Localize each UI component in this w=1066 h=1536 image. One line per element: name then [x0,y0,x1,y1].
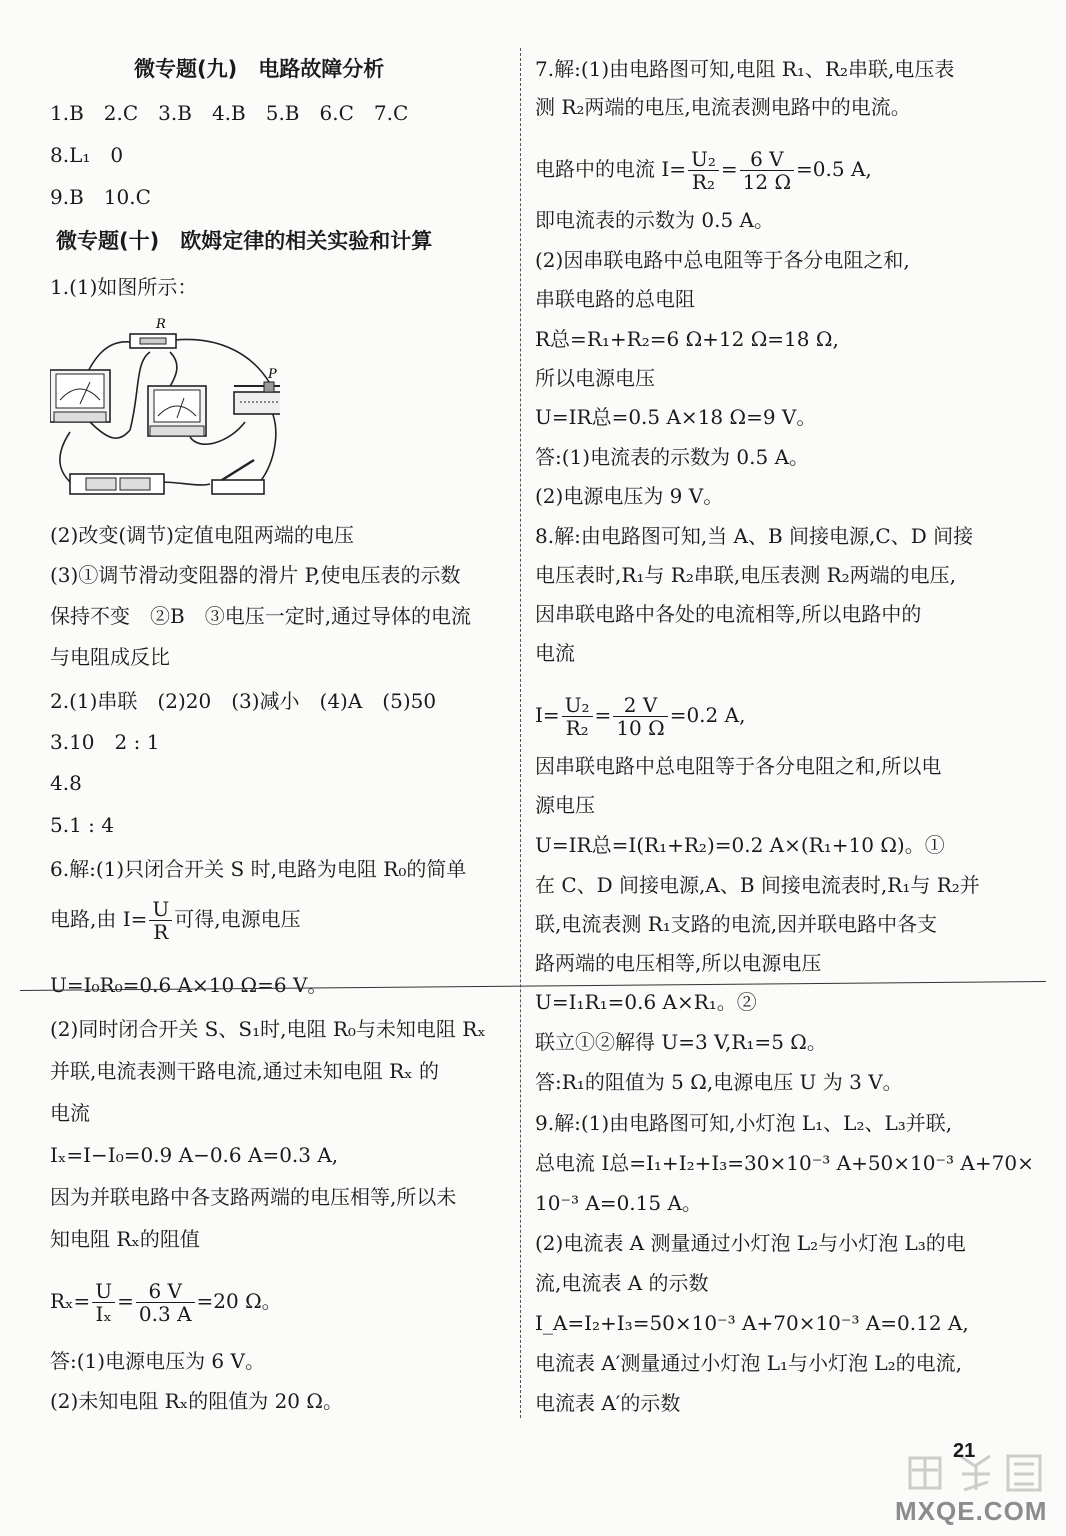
fraction-denominator: 10 Ω [616,716,665,740]
wire [175,340,272,387]
q6-reason-line2: 知电阻 Rₓ的阻值 [50,1227,200,1251]
q1-intro: 1.(1)如图所示： [50,275,198,299]
q9-line3: 10⁻³ A=0.15 A。 [535,1191,702,1215]
fraction-numerator: U [92,1280,115,1303]
battery-icon [70,474,164,494]
q7-current-formula [535,148,872,193]
fraction-values [613,694,667,739]
fraction-u-over-ix [92,1280,115,1325]
fraction-denominator: R [153,920,169,944]
q9-line7: 电流表 A′测量通过小灯泡 L₁与小灯泡 L₂的电流, [535,1351,963,1375]
q7-line9: U=IR总=0.5 A×18 Ω=9 V。 [535,405,817,429]
equals-sign: = [720,157,738,181]
q6-formula-suffix: 可得,电源电压 [174,907,301,931]
q8-current-formula [535,694,745,739]
fraction-denominator: 0.3 A [138,1302,192,1326]
q8-equation-1: U=IR总=I(R₁+R₂)=0.2 A×(R₁+10 Ω)。① [535,833,945,857]
q6-reason-line1: 因为并联电路中各支路两端的电压相等,所以未 [50,1185,457,1209]
q8-line6: 因串联电路中总电阻等于各分电阻之和,所以电 [535,754,942,778]
slider-label: P [268,367,277,382]
formula-result: =0.2 A, [669,703,746,727]
fraction-numerator: U₂ [562,694,593,717]
q9-line1: 9.解:(1)由电路图可知,小灯泡 L₁、L₂、L₃并联, [535,1111,953,1135]
rheostat-icon [234,367,280,414]
formula-prefix: 电路中的电流 I= [535,157,687,181]
fraction-values [136,1280,195,1325]
q6-resistance-formula [50,1280,282,1325]
q8-answer: 答:R₁的阻值为 5 Ω,电源电压 U 为 3 V。 [535,1070,903,1094]
q6-line1: 6.解:(1)只闭合开关 S 时,电路为电阻 R₀的简单 [50,857,467,881]
q5-answer: 5.1 : 4 [50,813,114,837]
switch-icon [212,460,264,494]
q7-line8: 所以电源电压 [535,366,655,390]
fraction-denominator: Iₓ [95,1302,112,1326]
fraction-denominator: R₂ [565,716,589,740]
q1-part3-line2: 保持不变 ②B ③电压一定时,通过导体的电流 [50,604,472,628]
fraction-numerator: 6 V [136,1280,195,1303]
section-title-10: 微专题(十) 欧姆定律的相关实验和计算 [56,229,433,253]
q8-solution: 联立①②解得 U=3 V,R₁=5 Ω。 [535,1030,827,1054]
q8-line9: 在 C、D 间接电源,A、B 间接电流表时,R₁与 R₂并 [535,873,980,897]
formula-result: =20 Ω。 [196,1289,282,1313]
q6-formula-prefix: 电路,由 I= [50,907,148,931]
q6-part2-line1: (2)同时闭合开关 S、S₁时,电阻 R₀与未知电阻 Rₓ [50,1017,486,1041]
q1-part3-line3: 与电阻成反比 [50,645,170,669]
q6-answer-1: 答:(1)电源电压为 6 V。 [50,1349,265,1373]
fraction-u2-over-r2 [562,694,593,739]
q9-line6: I_A=I₂+I₃=50×10⁻³ A+70×10⁻³ A=0.12 A, [535,1311,969,1335]
q7-line5: (2)因串联电路中总电阻等于各分电阻之和, [535,248,910,272]
answers-1-7: 1.B 2.C 3.B 4.B 5.B 6.C 7.C [50,101,409,125]
fraction-u-over-r [149,898,172,943]
fraction-numerator: U₂ [688,148,719,171]
fraction-numerator: U [149,898,172,921]
equals-sign: = [594,703,612,727]
q6-answer-2: (2)未知电阻 Rₓ的阻值为 20 Ω。 [50,1389,343,1413]
q7-line1: 7.解:(1)由电路图可知,电阻 R₁、R₂串联,电压表 [535,57,955,81]
q4-answer: 4.8 [50,771,82,795]
fraction-u2-over-r2 [688,148,719,193]
fraction-numerator: 2 V [613,694,667,717]
q8-line11: 路两端的电压相等,所以电源电压 [535,951,822,975]
fraction-numerator: 6 V [740,148,794,171]
fraction-denominator: 12 Ω [742,170,792,194]
q9-line5: 流,电流表 A 的示数 [535,1271,709,1295]
answers-9-10: 9.B 10.C [50,185,151,209]
q8-line10: 联,电流表测 R₁支路的电流,因并联电路中各支 [535,912,938,936]
q9-line8: 电流表 A′的示数 [535,1391,681,1415]
q6-part2-line3: 电流 [50,1101,90,1125]
q8-line2: 电压表时,R₁与 R₂串联,电压表测 R₂两端的电压, [535,563,957,587]
circuit-diagram [50,312,280,504]
formula-prefix: Rₓ= [50,1289,91,1313]
q6-current: Iₓ=I−I₀=0.9 A−0.6 A=0.3 A, [50,1143,339,1167]
q9-line4: (2)电流表 A 测量通过小灯泡 L₂与小灯泡 L₃的电 [535,1231,966,1255]
q1-part3-line1: (3)①调节滑动变阻器的滑片 P,使电压表的示数 [50,563,461,587]
formula-prefix: I= [535,703,560,727]
wire [160,482,210,485]
q8-equation-2: U=I₁R₁=0.6 A×R₁。② [535,990,757,1014]
q8-line1: 8.解:由电路图可知,当 A、B 间接电源,C、D 间接 [535,524,974,548]
q8-line4: 电流 [535,641,575,665]
q7-answer-2: (2)电源电压为 9 V。 [535,484,724,508]
q6-formula-line [50,898,301,943]
section-title-9: 微专题(九) 电路故障分析 [134,57,385,81]
q2-answer: 2.(1)串联 (2)20 (3)减小 (4)A (5)50 [50,689,437,713]
ammeter-icon [50,370,110,422]
page-number: 21 [953,1440,976,1462]
q8-line7: 源电压 [535,793,595,817]
q7-answer-1: 答:(1)电流表的示数为 0.5 A。 [535,445,810,469]
q7-line6: 串联电路的总电阻 [535,287,695,311]
resistor-icon [130,317,176,348]
watermark-glyph [1008,1456,1040,1490]
wire [260,412,276,482]
wire [60,432,70,482]
q8-line3: 因串联电路中各处的电流相等,所以电路中的 [535,602,922,626]
q7-line4: 即电流表的示数为 0.5 A。 [535,208,774,232]
formula-result: =0.5 A, [796,157,872,181]
q6-voltage: U=I₀R₀=0.6 A×10 Ω=6 V。 [50,973,328,997]
fraction-denominator: R₂ [691,170,715,194]
fraction-values [740,148,794,193]
q9-line2: 总电流 I总=I₁+I₂+I₃=30×10⁻³ A+50×10⁻³ A+70× [535,1151,1034,1175]
watermark-glyph [910,1458,940,1488]
q3-answer: 3.10 2 : 1 [50,730,160,754]
equals-sign: = [117,1289,134,1313]
resistor-label: R [156,317,166,332]
answer-8: 8.L₁ 0 [50,143,124,167]
q7-line2: 测 R₂两端的电压,电流表测电路中的电流。 [535,95,911,119]
watermark-text: MXQE.COM [895,1496,1048,1526]
q6-part2-line2: 并联,电流表测干路电流,通过未知电阻 Rₓ 的 [50,1059,439,1083]
q1-part2: (2)改变(调节)定值电阻两端的电压 [50,523,354,547]
voltmeter-icon [148,386,206,436]
q7-line7: R总=R₁+R₂=6 Ω+12 Ω=18 Ω, [535,327,839,351]
column-divider [520,48,521,1418]
